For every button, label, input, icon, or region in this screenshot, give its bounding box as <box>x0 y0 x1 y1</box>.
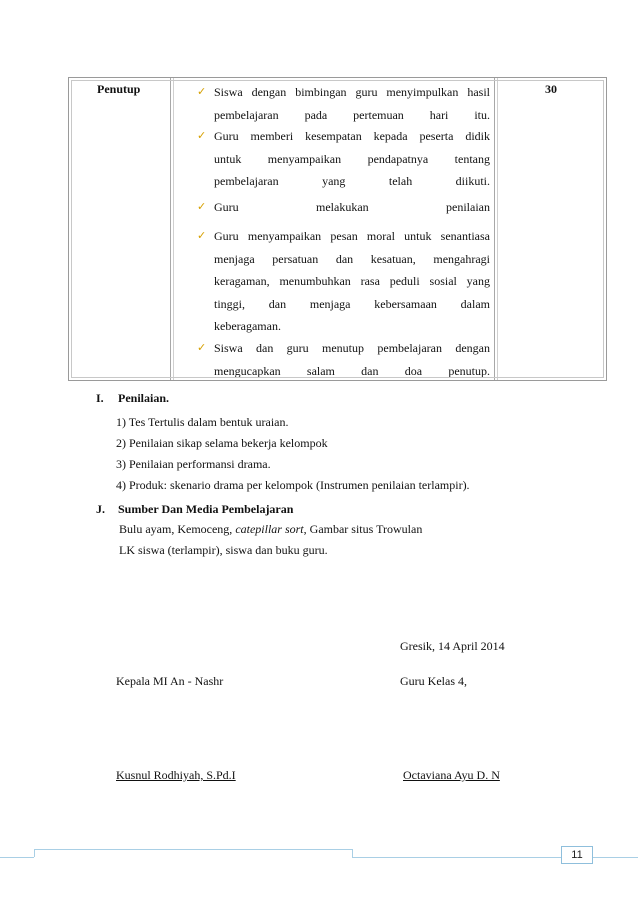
footer-rule <box>593 857 638 858</box>
check-bullet-icon: ✓ <box>197 130 207 142</box>
principal-name: Kusnul Rodhiyah, S.Pd.I <box>116 768 236 782</box>
column-divider <box>173 78 174 380</box>
activity-item: ✓ Siswa dengan bimbingan guru menyimpulkan hasil pembelajaran pada pertemuan hari itu. <box>214 81 490 126</box>
section-i-heading: I. Penilaian. <box>96 391 170 405</box>
check-bullet-icon: ✓ <box>197 342 207 354</box>
activity-item: ✓ Siswa dan guru menutup pembelajaran dengan mengucapkan salam dan doa penutup. <box>214 337 490 382</box>
footer-rule <box>34 849 352 850</box>
page-number: 11 <box>561 846 593 864</box>
phase-label: Penutup <box>97 82 141 96</box>
place-date: Gresik, 14 April 2014 <box>400 639 505 653</box>
section-j-heading: J. Sumber Dan Media Pembelajaran <box>96 502 294 516</box>
activity-item: ✓ Guru melakukan penilaian <box>214 196 490 219</box>
column-divider <box>494 78 495 380</box>
principal-role: Kepala MI An - Nashr <box>116 674 224 688</box>
teacher-name: Octaviana Ayu D. N <box>403 768 500 782</box>
teacher-role: Guru Kelas 4, <box>400 674 467 688</box>
column-divider <box>497 78 498 380</box>
closing-activity-table <box>68 77 607 381</box>
list-item: 1) Tes Tertulis dalam bentuk uraian. <box>116 415 289 429</box>
check-bullet-icon: ✓ <box>197 201 207 213</box>
activity-item: ✓ Guru memberi kesempatan kepada peserta didik untuk menyampaikan pendapatnya tentang pembelajaran yang telah diikuti. <box>214 125 490 193</box>
media-line: Bulu ayam, Kemoceng, catepillar sort, Gambar situs Trowulan <box>119 522 423 536</box>
column-divider <box>170 78 171 380</box>
media-line: LK siswa (terlampir), siswa dan buku guru. <box>119 543 328 557</box>
check-bullet-icon: ✓ <box>197 86 207 98</box>
list-item: 3) Penilaian performansi drama. <box>116 457 271 471</box>
list-item: 2) Penilaian sikap selama bekerja kelompok <box>116 436 328 450</box>
list-item: 4) Produk: skenario drama per kelompok (Instrumen penilaian terlampir). <box>116 478 470 492</box>
footer-rule <box>34 849 35 857</box>
footer-rule <box>0 857 34 858</box>
activity-item: ✓ Guru menyampaikan pesan moral untuk senantiasa menjaga persatuan dan kesatuan, mengahragi keragaman, menumbuhkan rasa peduli sosial yang tinggi, dan menjaga kebersamaan dalam keberagaman. <box>214 225 490 338</box>
footer-rule <box>352 849 353 857</box>
check-bullet-icon: ✓ <box>197 230 207 242</box>
footer-rule <box>352 857 561 858</box>
time-allocation: 30 <box>545 82 557 96</box>
